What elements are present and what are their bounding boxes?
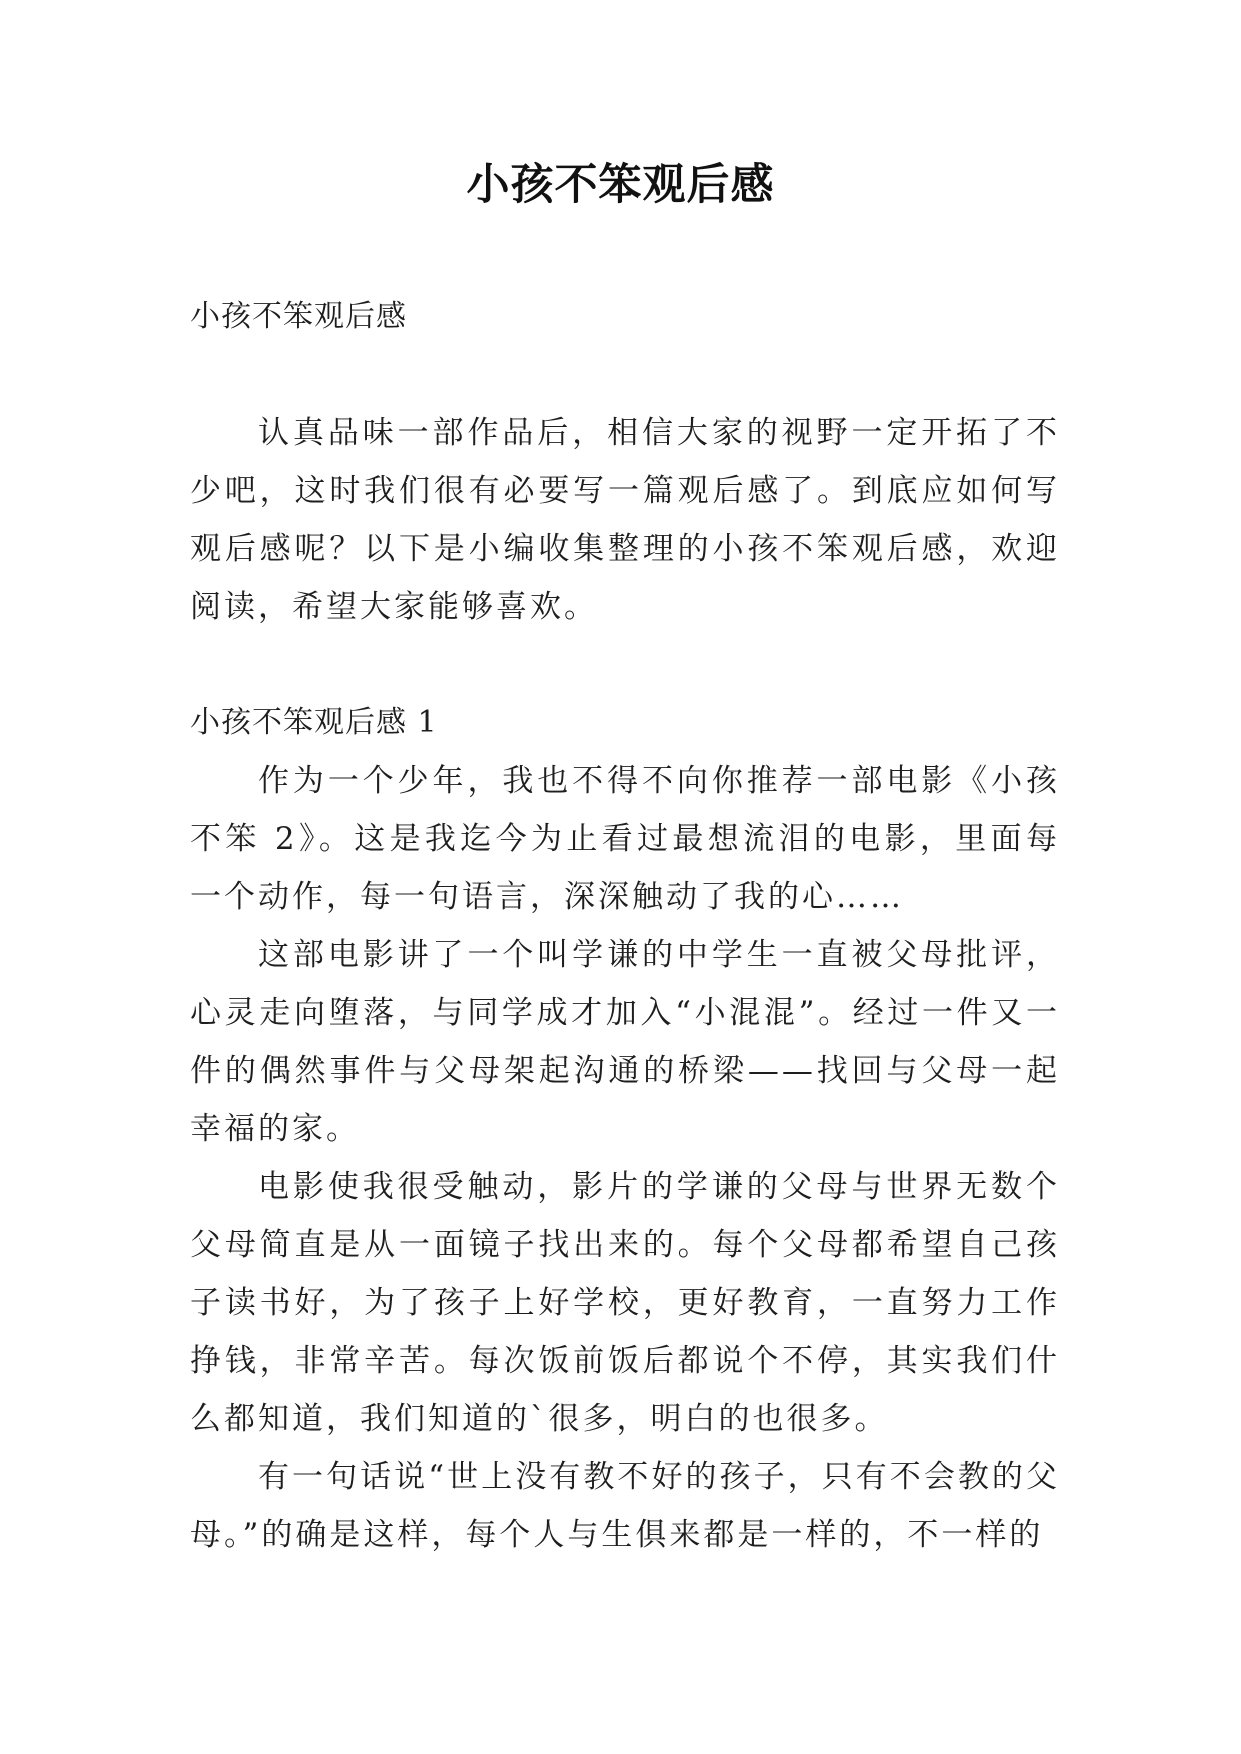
document-title: 小孩不笨观后感 [466, 160, 775, 210]
document-body [190, 288, 1060, 1564]
document-subtitle: 小孩不笨观后感 [190, 299, 407, 334]
intro-paragraph: 认真品味一部作品后，相信大家的视野一定开拓了不少吧，这时我们很有必要写一篇观后感了。到底应如何写观后感呢？以下是小编收集整理的小孩不笨观后感，欢迎阅读，希望大家能够喜欢。 [190, 415, 1060, 625]
section-heading: 小孩不笨观后感 1 [190, 705, 438, 740]
body-paragraph-3: 电影使我很受触动，影片的学谦的父母与世界无数个父母简直是从一面镜子找出来的。每个父母都希望自己孩子读书好，为了孩子上好学校，更好教育，一直努力工作挣钱，非常辛苦。每次饭前饭后都说个不停，其实我们什么都知道，我们知道的`很多，明白的也很多。 [190, 1169, 1060, 1437]
body-paragraph-4: 有一句话说“世上没有教不好的孩子，只有不会教的父母。”的确是这样，每个人与生俱来都是一样的，不一样的 [190, 1459, 1060, 1553]
body-paragraph-2: 这部电影讲了一个叫学谦的中学生一直被父母批评，心灵走向堕落，与同学成才加入“小混混”。经过一件又一件的偶然事件与父母架起沟通的桥梁——找回与父母一起幸福的家。 [190, 937, 1060, 1147]
body-paragraph-1: 作为一个少年，我也不得不向你推荐一部电影《小孩不笨 2》。这是我迄今为止看过最想流泪的电影，里面每一个动作，每一句语言，深深触动了我的心…… [190, 763, 1060, 915]
